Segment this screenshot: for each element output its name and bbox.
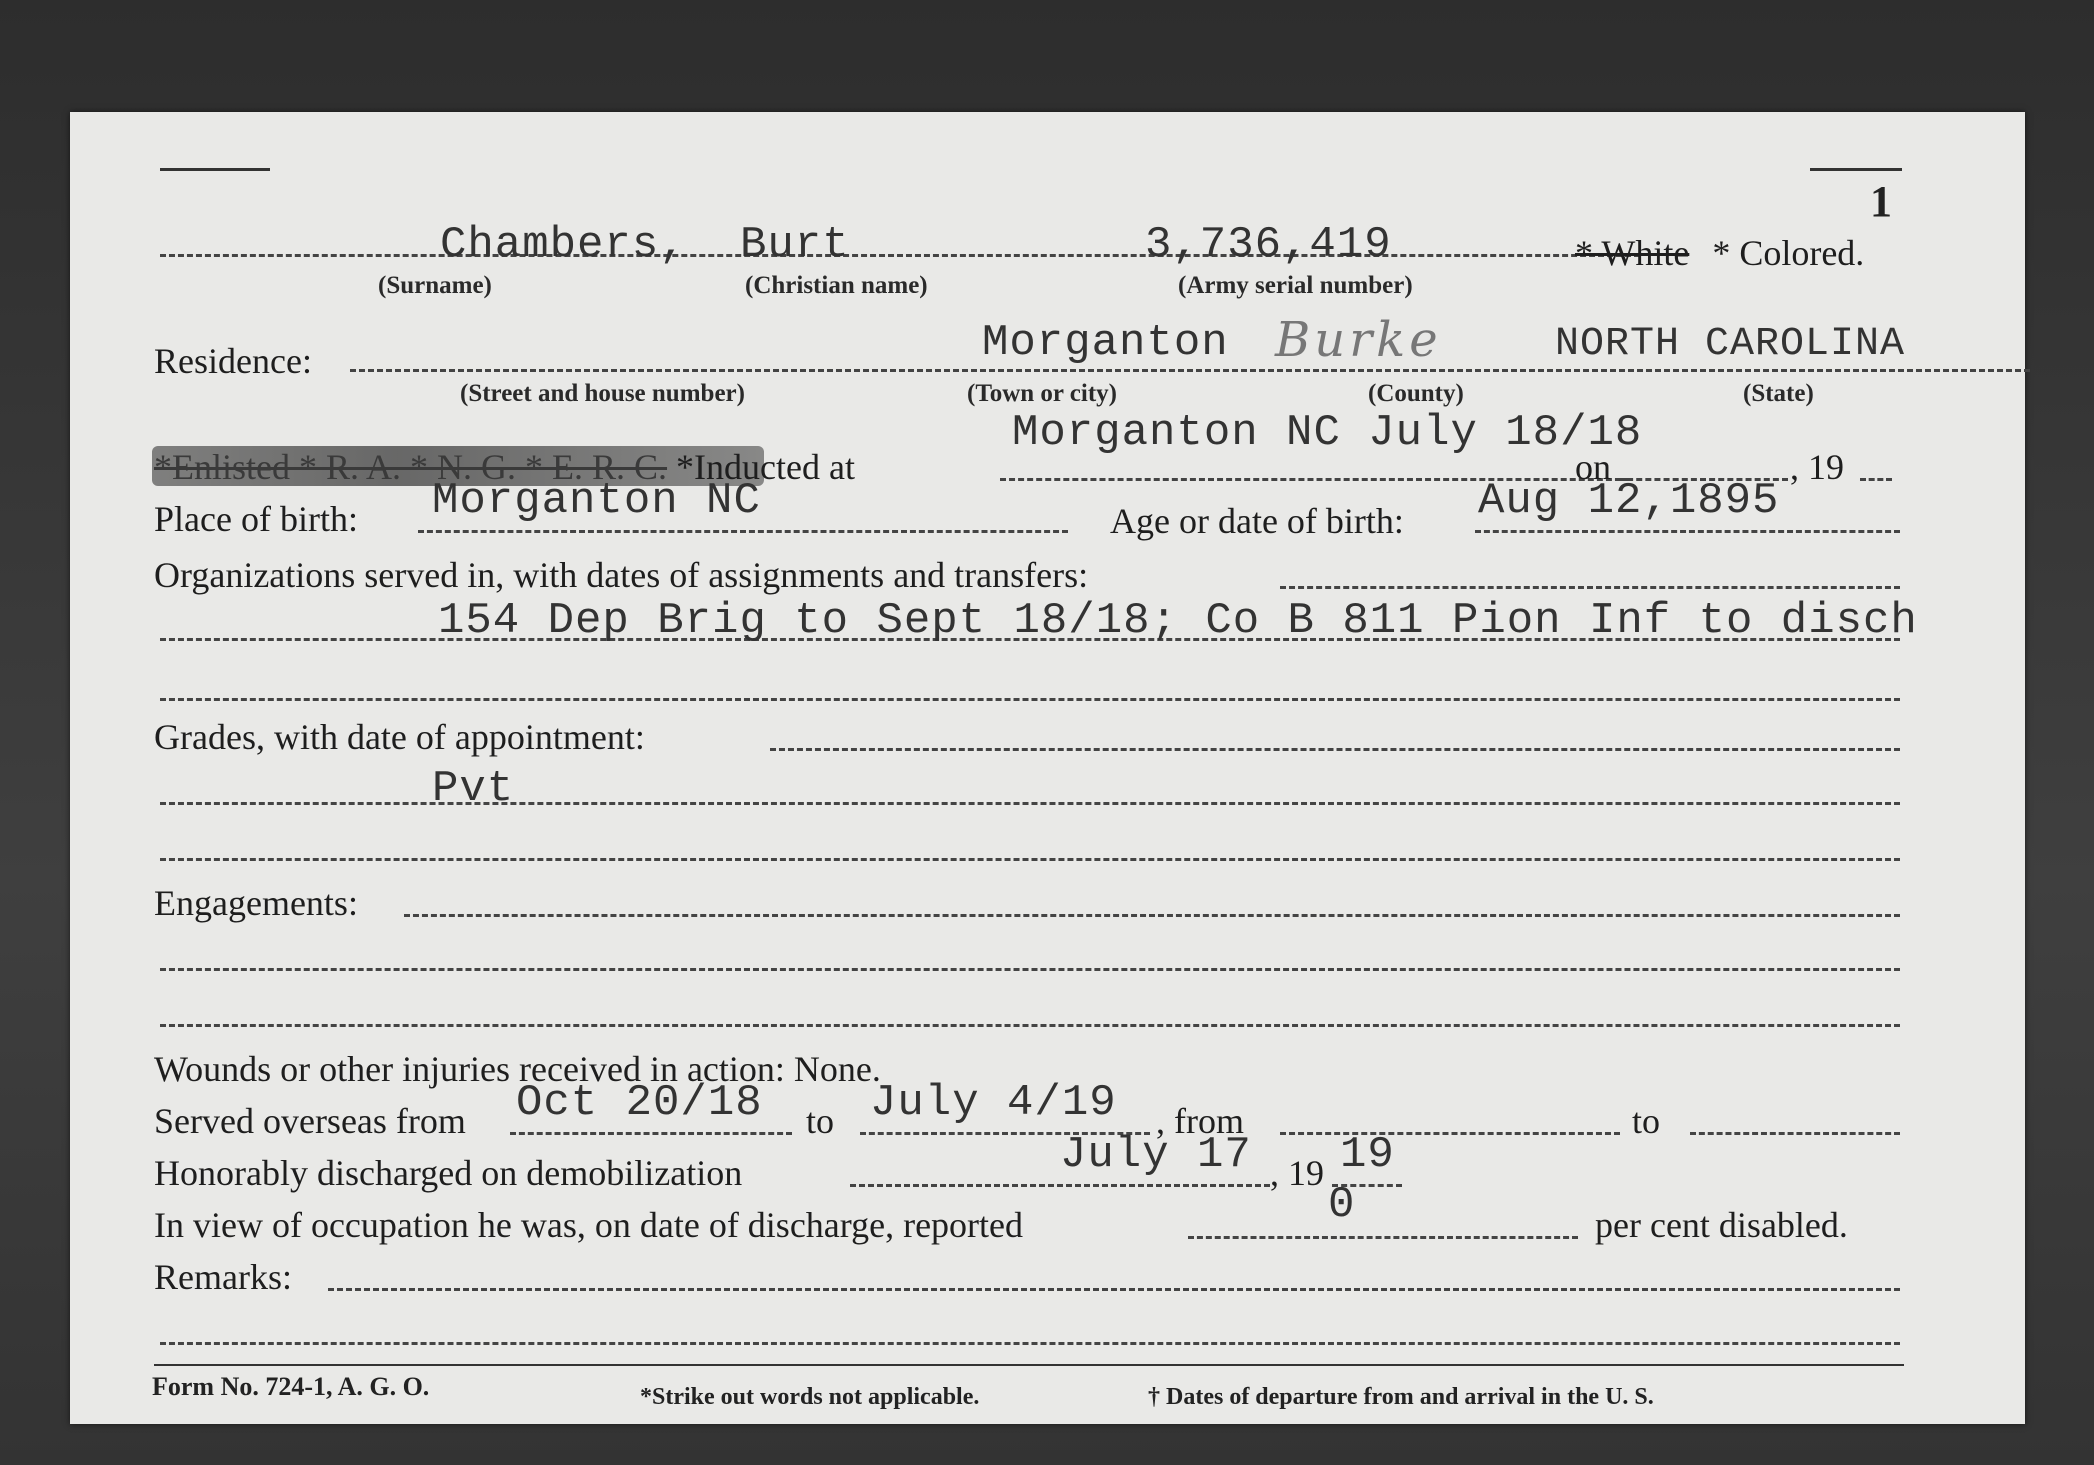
induction-year-label: , 19 xyxy=(1790,447,1844,487)
overseas-from-value: Oct 20/18 xyxy=(516,1078,763,1128)
disability-suffix: per cent disabled. xyxy=(1595,1205,1848,1245)
race-white-struck: * White xyxy=(1575,233,1690,273)
wounds-label: Wounds or other injuries received in action: None. xyxy=(154,1049,881,1089)
grades-label: Grades, with date of appointment: xyxy=(154,717,645,757)
discharge-label: Honorably discharged on demobilization xyxy=(154,1153,743,1193)
organizations-value: 154 Dep Brig to Sept 18/18; Co B 811 Pion Inf to disch xyxy=(438,596,1918,646)
overseas-to-label: to xyxy=(806,1101,835,1141)
discharge-date-value: July 17 xyxy=(1060,1130,1252,1180)
top-right-rule xyxy=(1810,168,1902,171)
overseas-to2-label: to xyxy=(1632,1101,1661,1141)
engagements-line-3 xyxy=(160,1024,1900,1027)
christian-name-value: Burt xyxy=(740,220,850,270)
overseas-from2-label: , from xyxy=(1156,1101,1244,1141)
organizations-line-3 xyxy=(160,698,1900,701)
place-of-birth-label: Place of birth: xyxy=(154,499,358,539)
date-of-birth-value: Aug 12,1895 xyxy=(1478,476,1780,526)
overseas-to2-line xyxy=(1690,1132,1900,1135)
remarks-line-1 xyxy=(328,1288,1900,1291)
discharge-date-line xyxy=(850,1184,1270,1187)
disability-line xyxy=(1188,1236,1578,1239)
place-of-birth-value: Morganton NC xyxy=(432,476,761,526)
date-of-birth-label: Age or date of birth: xyxy=(1110,501,1404,541)
residence-county-handwritten: Burke xyxy=(1275,312,1442,368)
place-of-birth-line xyxy=(418,530,1068,533)
caption-surname: (Surname) xyxy=(378,272,492,299)
grades-line-2 xyxy=(160,802,1900,805)
engagements-label: Engagements: xyxy=(154,883,358,923)
card-number: 1 xyxy=(1870,177,1892,226)
overseas-to-value: July 4/19 xyxy=(870,1078,1117,1128)
inducted-at-label: *Inducted at xyxy=(676,447,855,487)
surname-value: Chambers, xyxy=(440,220,687,270)
overseas-from-line xyxy=(510,1132,792,1135)
caption-county: (County) xyxy=(1368,380,1464,407)
service-record-card xyxy=(70,112,2025,1424)
grades-line-1 xyxy=(770,748,1900,751)
on-label: on xyxy=(1575,447,1611,487)
inducted-at-value: Morganton NC July 18/18 xyxy=(1012,408,1643,458)
disability-value: 0 xyxy=(1328,1180,1356,1230)
remarks-label: Remarks: xyxy=(154,1257,292,1297)
residence-line xyxy=(350,369,2030,372)
engagements-line-1 xyxy=(404,914,1900,917)
race-colored: * Colored. xyxy=(1712,233,1865,273)
form-number: Form No. 724-1, A. G. O. xyxy=(152,1372,430,1401)
serial-number-value: 3,736,419 xyxy=(1145,220,1392,270)
name-line xyxy=(160,254,1640,257)
organizations-label: Organizations served in, with dates of assignments and transfers: xyxy=(154,555,1089,595)
engagements-line-2 xyxy=(160,968,1900,971)
date-of-birth-line xyxy=(1475,530,1900,533)
overseas-from2-line xyxy=(1280,1132,1620,1135)
induction-year-line xyxy=(1860,478,1892,481)
top-left-rule xyxy=(160,168,270,171)
residence-town-value: Morganton xyxy=(982,318,1229,368)
caption-state: (State) xyxy=(1743,380,1814,407)
remarks-line-2 xyxy=(160,1342,1900,1345)
grades-line-3 xyxy=(160,858,1900,861)
enlisted-options-struck: *Enlisted * R. A. * N. G. * E. R. C. xyxy=(154,447,668,487)
caption-serial-number: (Army serial number) xyxy=(1178,272,1413,299)
caption-town: (Town or city) xyxy=(967,380,1117,407)
footer-note-strike: *Strike out words not applicable. xyxy=(640,1384,980,1410)
disability-label: In view of occupation he was, on date of discharge, reported xyxy=(154,1205,1024,1245)
caption-street: (Street and house number) xyxy=(460,380,745,407)
served-overseas-label: Served overseas from xyxy=(154,1101,466,1141)
grades-value: Pvt xyxy=(432,764,515,814)
residence-state-value: NORTH CAROLINA xyxy=(1555,322,1906,367)
discharge-year-label: , 19 xyxy=(1270,1153,1324,1193)
organizations-line-1 xyxy=(1280,586,1900,589)
caption-christian-name: (Christian name) xyxy=(745,272,928,299)
footer-note-dates: † Dates of departure from and arrival in the U. S. xyxy=(1148,1384,1654,1410)
race-options xyxy=(1575,232,1864,274)
footer-rule xyxy=(154,1364,1904,1366)
residence-label: Residence: xyxy=(154,341,312,381)
discharge-year-value: 19 xyxy=(1340,1130,1395,1180)
